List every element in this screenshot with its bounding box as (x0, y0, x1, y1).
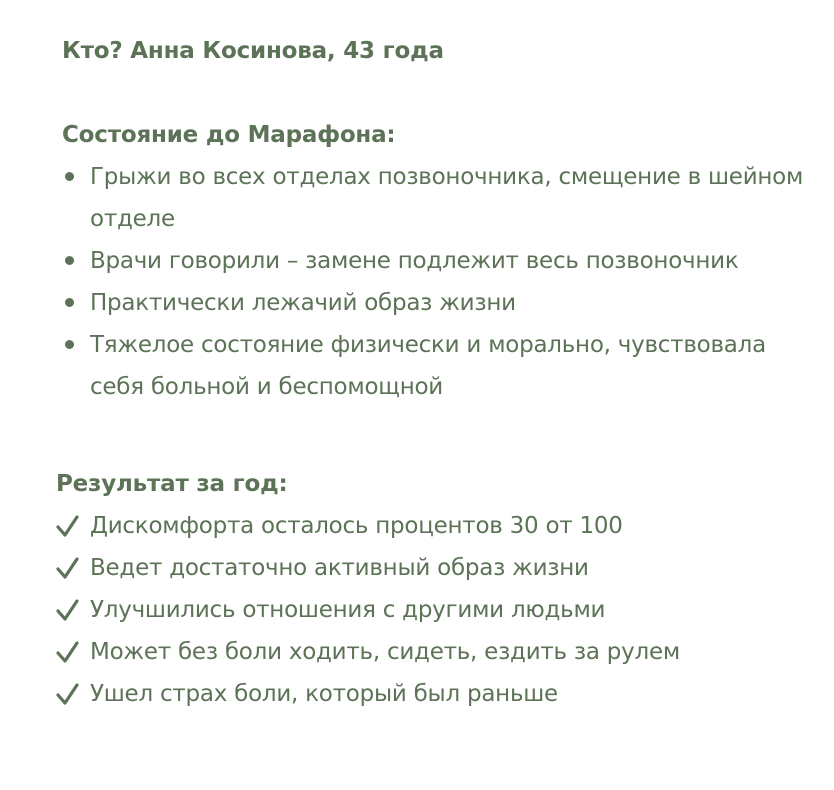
list-item-text: Грыжи во всех отделах позвоночника, смещение в шейном отделе (90, 164, 804, 232)
result-title: Результат за год: (56, 471, 288, 497)
list-item (56, 673, 826, 715)
before-marathon-title: Состояние до Марафона: (62, 122, 396, 148)
list-item-text: Ушел страх боли, который был раньше (90, 681, 558, 707)
list-item (56, 589, 826, 631)
before-marathon-list (62, 156, 822, 408)
list-item-text: Практически лежачий образ жизни (90, 290, 516, 316)
list-item-text: Дискомфорта осталось процентов 30 от 100 (90, 513, 623, 539)
bullet-dot-icon (65, 256, 74, 265)
list-item-text: Ведет достаточно активный образ жизни (90, 555, 589, 581)
list-item-text: Улучшились отношения с другими людьми (90, 597, 606, 623)
bullet-dot-icon (65, 172, 74, 181)
checkmark-icon (56, 589, 80, 631)
list-item (62, 324, 822, 408)
checkmark-icon (56, 547, 80, 589)
checkmark-icon (56, 505, 80, 547)
list-item (62, 282, 822, 324)
result-list (56, 505, 826, 715)
list-item-text: Может без боли ходить, сидеть, ездить за рулем (90, 639, 680, 665)
checkmark-icon (56, 673, 80, 715)
list-item (62, 240, 822, 282)
list-item-text: Врачи говорили – замене подлежит весь позвоночник (90, 248, 739, 274)
person-heading: Кто? Анна Косинова, 43 года (62, 38, 444, 64)
list-item (56, 547, 826, 589)
list-item (62, 156, 822, 240)
bullet-dot-icon (65, 340, 74, 349)
list-item (56, 505, 826, 547)
checkmark-icon (56, 631, 80, 673)
list-item (56, 631, 826, 673)
list-item-text: Тяжелое состояние физически и морально, чувствовала себя больной и беспомощной (90, 332, 766, 400)
bullet-dot-icon (65, 298, 74, 307)
